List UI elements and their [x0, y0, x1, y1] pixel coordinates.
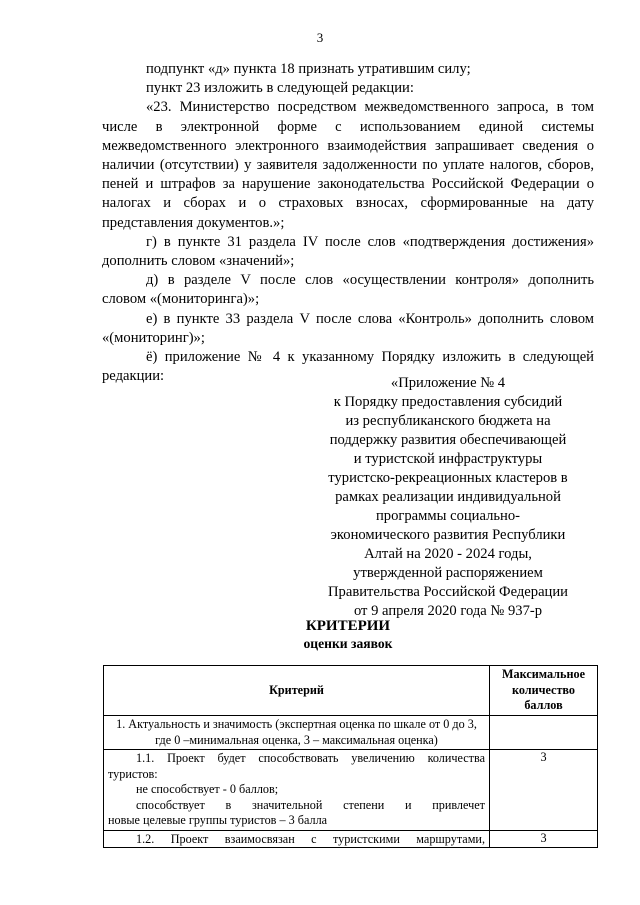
criterion-text: [108, 751, 485, 767]
section-1-line: 1. Актуальность и значимость (экспертная оценка по шкале от 0 до 3,: [116, 717, 477, 731]
criteria-title: КРИТЕРИИ: [305, 618, 391, 634]
criterion-1-2-points: 3: [490, 830, 598, 848]
appendix-line: из республиканского бюджета на: [345, 413, 551, 429]
appendix-line: рамках реализации индивидуальной: [335, 489, 561, 505]
criterion-line: способствует в значительной степени и привлечет: [136, 797, 485, 812]
criterion-1-2-cell: [104, 830, 490, 848]
section-1-points-cell: [490, 716, 598, 750]
table-row: [104, 830, 598, 848]
paragraph: подпункт «д» пункта 18 признать утратившим силу;: [146, 61, 471, 77]
appendix-line: «Приложение № 4: [390, 375, 506, 391]
table-row: [104, 750, 598, 831]
appendix-line: Правительства Российской Федерации: [328, 584, 568, 600]
appendix-line: экономического развития Республики: [330, 527, 566, 543]
page-number: 3: [316, 30, 324, 45]
appendix-line: к Порядку предоставления субсидий: [333, 394, 563, 410]
header-max-points-line: баллов: [524, 698, 563, 713]
section-1-cell: [104, 716, 490, 750]
criterion-1-1-points: 3: [490, 750, 598, 831]
header-max-points-line: Максимальное: [502, 667, 585, 682]
criterion-1-1-cell: [104, 750, 490, 831]
paragraph: е) в пункте 33 раздела V после слова «Контроль» дополнить словом «(мониторинг)»;: [102, 310, 594, 346]
paragraph: «23. Министерство посредством межведомственного запроса, в том числе в электронной форме с использованием единой системы межведомственного электронного взаимодействия запрашивает сведения о наличии (отсутствии) у заявителя задолженности по уплате налогов, сборов, пеней и штрафов за нарушение законодательства Российской Федерации о налогах и сборах и о страховых взносах, сформированные на дату представления документов.»;: [102, 99, 594, 231]
criterion-line: 1.1. Проект будет способствовать увеличению количества: [136, 751, 485, 765]
appendix-line: и туристской инфраструктуры: [353, 451, 543, 467]
paragraph: д) в разделе V после слов «осуществлении контроля» дополнить словом «(мониторинга)»;: [102, 272, 594, 308]
appendix-header: [300, 374, 596, 621]
criterion-line: туристов:: [108, 766, 158, 781]
criterion-line: не способствует - 0 баллов;: [136, 782, 279, 796]
criteria-subtitle: оценки заявок: [303, 636, 393, 651]
appendix-line: утвержденной распоряжением: [353, 565, 543, 581]
appendix-line: от 9 апреля 2020 года № 937-р: [353, 603, 543, 619]
criterion-line: новые целевые группы туристов – 3 балла: [108, 813, 328, 827]
appendix-line: программы социально-: [376, 508, 520, 524]
appendix-line: туристско-рекреационных кластеров в: [328, 470, 568, 486]
criteria-table: [103, 665, 598, 848]
paragraph: пункт 23 изложить в следующей редакции:: [146, 80, 414, 97]
criterion-line: 1.2. Проект взаимосвязан с туристскими маршрутами,: [136, 831, 485, 846]
header-max-points-line: количество: [511, 682, 576, 697]
table-header-row: [104, 666, 598, 716]
paragraph: ё) приложение № 4 к указанному Порядку изложить в следующей редакции:: [102, 349, 594, 385]
section-1-line: где 0 –минимальная оценка, 3 – максимальная оценка): [155, 732, 438, 747]
table-row: [104, 716, 598, 750]
body-text: [102, 60, 594, 386]
header-max-points: [490, 666, 598, 716]
appendix-line: поддержку развития обеспечивающей: [329, 432, 567, 448]
paragraph: г) в пункте 31 раздела IV после слов «подтверждения достижения» дополнить словом «значений»;: [102, 233, 594, 270]
header-criterion: Критерий: [104, 666, 490, 716]
criterion-text: [108, 798, 485, 814]
criterion-text: [108, 832, 485, 848]
appendix-line: Алтай на 2020 - 2024 годы,: [364, 546, 532, 562]
